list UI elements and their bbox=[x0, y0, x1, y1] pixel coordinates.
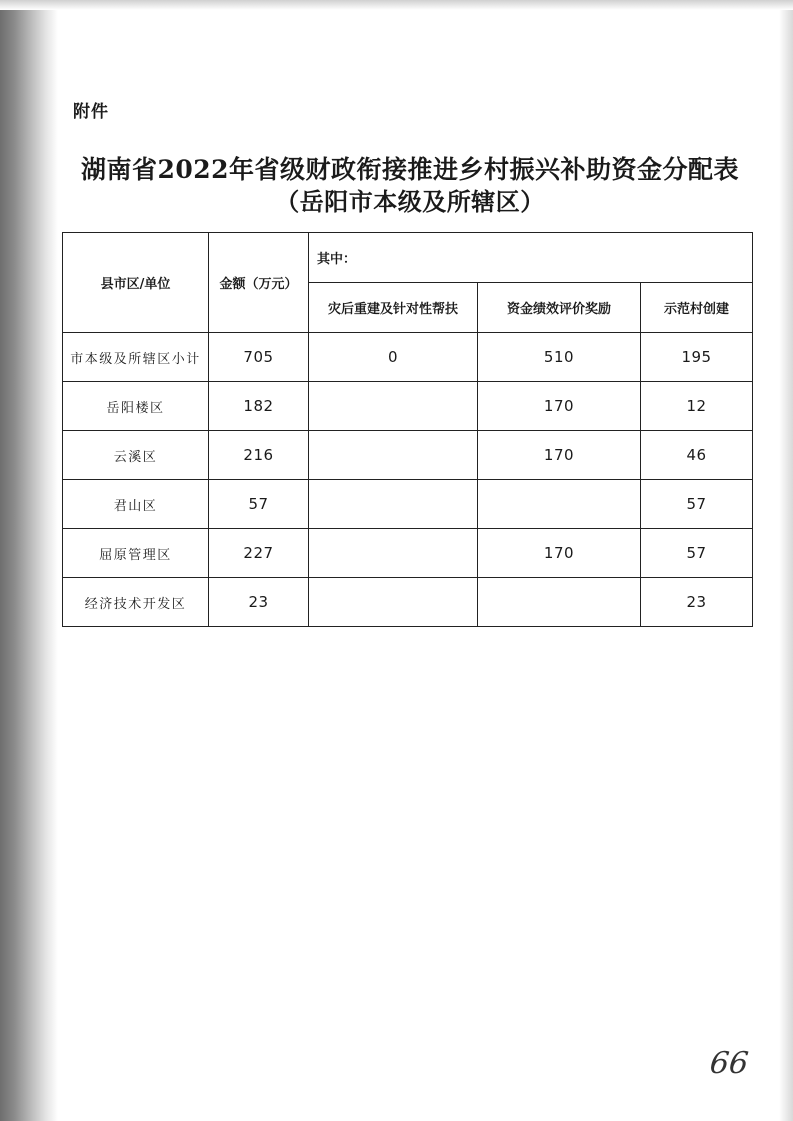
cell-demo: 23 bbox=[641, 578, 753, 627]
document-title: 湖南省2022年省级财政衔接推进乡村振兴补助资金分配表 bbox=[80, 155, 740, 184]
cell-performance: 170 bbox=[478, 382, 641, 431]
table-row bbox=[63, 431, 753, 480]
header-amount: 金额（万元） bbox=[209, 233, 309, 333]
cell-amount: 182 bbox=[209, 382, 309, 431]
header-of-which: 其中： bbox=[309, 233, 753, 283]
cell-performance bbox=[478, 480, 641, 529]
header-demo-village: 示范村创建 bbox=[641, 283, 753, 333]
cell-unit: 屈原管理区 bbox=[63, 529, 209, 578]
cell-disaster bbox=[309, 431, 478, 480]
cell-disaster bbox=[309, 578, 478, 627]
cell-amount: 705 bbox=[209, 333, 309, 382]
cell-demo: 195 bbox=[641, 333, 753, 382]
header-performance-reward: 资金绩效评价奖励 bbox=[478, 283, 641, 333]
cell-amount: 227 bbox=[209, 529, 309, 578]
cell-demo: 57 bbox=[641, 480, 753, 529]
header-unit: 县市区/单位 bbox=[63, 233, 209, 333]
cell-performance: 170 bbox=[478, 529, 641, 578]
cell-disaster bbox=[309, 480, 478, 529]
scan-shadow bbox=[0, 0, 58, 1121]
page-number: 66 bbox=[708, 1046, 751, 1081]
cell-demo: 57 bbox=[641, 529, 753, 578]
cell-performance: 510 bbox=[478, 333, 641, 382]
cell-demo: 12 bbox=[641, 382, 753, 431]
allocation-table bbox=[62, 232, 753, 627]
table-row bbox=[63, 529, 753, 578]
cell-disaster bbox=[309, 529, 478, 578]
cell-unit: 市本级及所辖区小计 bbox=[63, 333, 209, 382]
cell-amount: 57 bbox=[209, 480, 309, 529]
cell-amount: 216 bbox=[209, 431, 309, 480]
cell-performance bbox=[478, 578, 641, 627]
cell-unit: 经济技术开发区 bbox=[63, 578, 209, 627]
cell-unit: 云溪区 bbox=[63, 431, 209, 480]
cell-unit: 君山区 bbox=[63, 480, 209, 529]
cell-unit: 岳阳楼区 bbox=[63, 382, 209, 431]
cell-amount: 23 bbox=[209, 578, 309, 627]
table-row bbox=[63, 333, 753, 382]
cell-demo: 46 bbox=[641, 431, 753, 480]
attachment-label: 附件 bbox=[73, 102, 109, 122]
cell-disaster bbox=[309, 382, 478, 431]
document-subtitle: （岳阳市本级及所辖区） bbox=[275, 187, 545, 216]
cell-disaster: 0 bbox=[309, 333, 478, 382]
table-row bbox=[63, 382, 753, 431]
cell-performance: 170 bbox=[478, 431, 641, 480]
scan-edge bbox=[779, 0, 793, 1121]
header-disaster-rebuild: 灾后重建及针对性帮扶 bbox=[309, 283, 478, 333]
table-row bbox=[63, 578, 753, 627]
scan-top-edge bbox=[0, 0, 793, 10]
table-row bbox=[63, 480, 753, 529]
